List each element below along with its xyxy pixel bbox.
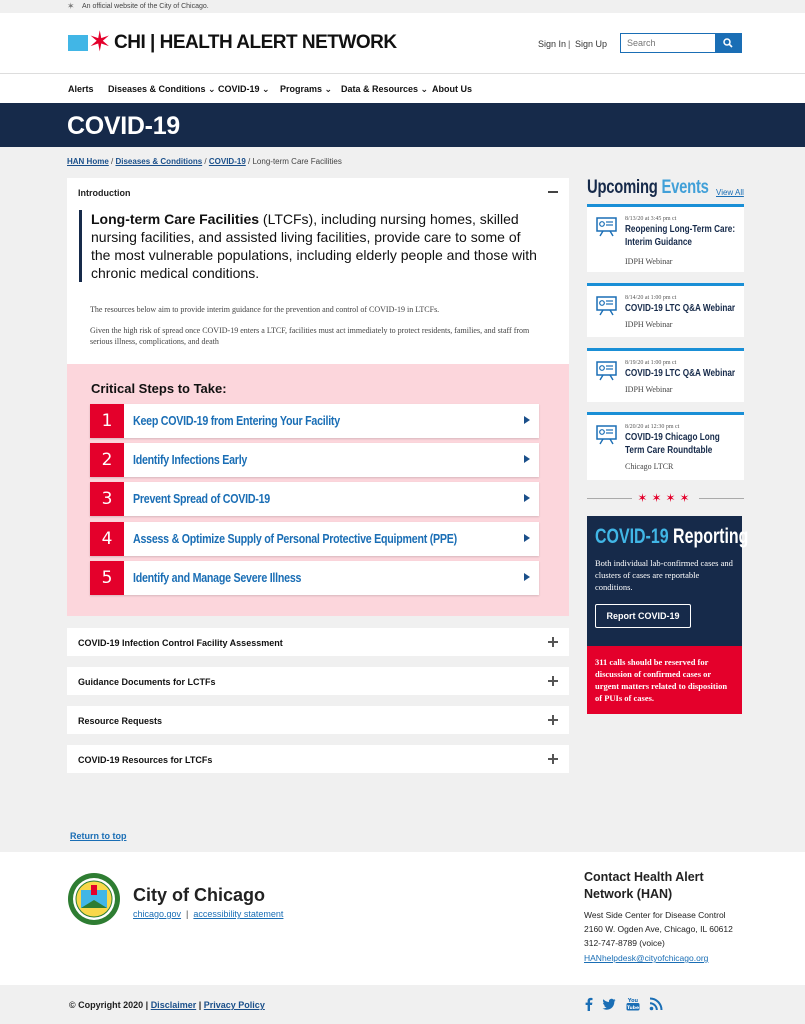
event-source: IDPH Webinar [625, 257, 673, 266]
official-bar [0, 0, 805, 13]
contact-phone: 312-747-8789 (voice) [584, 938, 665, 948]
bottom-bar [0, 985, 805, 1024]
event-name[interactable]: COVID-19 LTC Q&A Webinar [625, 368, 736, 379]
step-label[interactable]: Identify Infections Early [133, 452, 248, 467]
accordion-title[interactable]: Guidance Documents for LCTFs [78, 677, 216, 687]
intro-title[interactable]: Introduction [78, 188, 131, 198]
critical-steps-title: Critical Steps to Take: [91, 381, 227, 396]
accordion-title[interactable]: COVID-19 Resources for LTCFs [78, 755, 213, 765]
search-icon [723, 38, 733, 48]
accordion-title[interactable]: COVID-19 Infection Control Facility Assessment [78, 638, 283, 648]
event-time: 8/13/20 at 3:45 pm ct [625, 216, 677, 222]
upcoming-events-title: Upcoming Events [587, 177, 709, 198]
logo-bars-icon[interactable] [68, 35, 88, 51]
facebook-icon[interactable] [582, 997, 596, 1011]
event-time: 8/14/20 at 1:00 pm ct [625, 295, 677, 301]
svg-text:Tube: Tube [626, 1005, 640, 1011]
step-label[interactable]: Prevent Spread of COVID-19 [133, 491, 270, 506]
site-footer [0, 852, 805, 985]
nav-data-resources[interactable]: Data & Resources ⌄ [341, 84, 429, 94]
accordion-covid-resources[interactable] [67, 745, 569, 773]
step-number: 1 [90, 404, 124, 438]
arrow-right-icon [524, 455, 530, 463]
sign-in-link[interactable]: Sign In [538, 39, 567, 49]
main-nav [0, 73, 805, 103]
logo-star-icon[interactable]: ✶ [88, 26, 112, 57]
event-card[interactable] [587, 204, 744, 272]
event-card[interactable] [587, 412, 744, 480]
collapse-icon[interactable] [548, 191, 558, 193]
reporting-311-note: 311 calls should be reserved for discussion of confirmed cases or urgent matters related to disposition of PUIs of cases. [587, 646, 742, 714]
step-label[interactable]: Assess & Optimize Supply of Personal Protective Equipment (PPE) [133, 531, 457, 546]
event-name[interactable]: Reopening Long-Term Care: Interim Guidance [625, 224, 736, 248]
report-covid-button[interactable]: Report COVID-19 [595, 604, 691, 628]
step-item[interactable] [90, 443, 539, 477]
view-all-events-link[interactable]: View All [716, 188, 744, 197]
webinar-icon [596, 296, 617, 316]
chicago-stars-icon: ✶✶✶✶ [632, 490, 699, 506]
page-title: COVID-19 [67, 112, 180, 140]
rss-icon[interactable] [649, 997, 663, 1011]
nav-diseases[interactable]: Diseases & Conditions ⌄ [108, 84, 216, 94]
disclaimer-link[interactable]: Disclaimer [150, 1000, 197, 1010]
contact-title: Contact Health Alert Network (HAN) [584, 870, 704, 901]
event-source: IDPH Webinar [625, 385, 673, 394]
return-to-top-link[interactable]: Return to top [70, 831, 127, 841]
expand-icon[interactable] [548, 754, 558, 764]
twitter-icon[interactable] [602, 997, 616, 1011]
arrow-right-icon [524, 534, 530, 542]
step-number: 4 [90, 522, 124, 556]
covid-reporting-box [587, 516, 749, 714]
event-name[interactable]: COVID-19 LTC Q&A Webinar [625, 303, 736, 314]
intro-lead: Long-term Care Facilities (LTCFs), including nursing homes, skilled nursing facilities, and assisted living facilities, provide care to some of the most vulnerable populations, including elderly people and those with chronic medical conditions. [79, 210, 539, 282]
city-seal-icon [67, 872, 121, 926]
event-source: IDPH Webinar [625, 320, 673, 329]
step-item[interactable] [90, 404, 539, 438]
sign-separator: | [568, 39, 571, 49]
nav-programs[interactable]: Programs ⌄ [280, 84, 333, 94]
privacy-policy-link[interactable]: Privacy Policy [203, 1000, 265, 1010]
reporting-description: Both individual lab-confirmed cases and clusters of cases are reportable conditions. [595, 558, 733, 592]
chicago-star-icon: ✶ [67, 1, 75, 11]
copyright: © Copyright 2020 | Disclaimer | Privacy Policy [69, 1000, 265, 1010]
event-name[interactable]: COVID-19 Chicago Long Term Care Roundtable [625, 432, 720, 456]
arrow-right-icon [524, 573, 530, 581]
nav-covid[interactable]: COVID-19 ⌄ [218, 84, 270, 94]
city-of-chicago-title: City of Chicago [133, 885, 266, 905]
accordion-resource-requests[interactable] [67, 706, 569, 734]
webinar-icon [596, 217, 617, 237]
page-banner [0, 103, 805, 147]
step-label[interactable]: Identify and Manage Severe Illness [133, 570, 302, 585]
expand-icon[interactable] [548, 676, 558, 686]
webinar-icon [596, 361, 617, 381]
nav-alerts[interactable]: Alerts [68, 84, 94, 94]
step-item[interactable] [90, 522, 539, 556]
intro-paragraph-2: Given the high risk of spread once COVID-19 enters a LTCF, facilities must act immediately to protect residents, families, and staff from serious illness, complications, and death [90, 326, 530, 346]
critical-steps-panel [67, 364, 569, 616]
reporting-title: COVID-19 Reporting [595, 525, 749, 548]
nav-about[interactable]: About Us [432, 84, 472, 94]
breadcrumb-diseases[interactable]: Diseases & Conditions [115, 157, 203, 166]
breadcrumb-han-home[interactable]: HAN Home [67, 157, 109, 166]
step-item[interactable] [90, 482, 539, 516]
search-button[interactable] [715, 34, 741, 52]
accessibility-link[interactable]: accessibility statement [193, 909, 284, 919]
event-time: 8/20/20 at 12:30 pm ct [625, 424, 680, 430]
event-source: Chicago LTCR [625, 462, 674, 471]
expand-icon[interactable] [548, 715, 558, 725]
arrow-right-icon [524, 494, 530, 502]
step-number: 2 [90, 443, 124, 477]
step-number: 5 [90, 561, 124, 595]
event-time: 8/19/20 at 1:00 pm ct [625, 360, 677, 366]
site-header [0, 13, 805, 73]
step-label[interactable]: Keep COVID-19 from Entering Your Facility [133, 413, 340, 428]
accordion-title[interactable]: Resource Requests [78, 716, 163, 726]
accordion-guidance-documents[interactable] [67, 667, 569, 695]
breadcrumb-current: Long-term Care Facilities [252, 157, 342, 166]
expand-icon[interactable] [548, 637, 558, 647]
intro-accordion [67, 178, 569, 364]
sign-up-link[interactable]: Sign Up [575, 39, 608, 49]
site-logo[interactable]: CHI | HEALTH ALERT NETWORK [114, 32, 397, 53]
step-number: 3 [90, 482, 124, 516]
intro-paragraph-1: The resources below aim to provide interim guidance for the prevention and control of COVID-19 in LTCFs. [90, 305, 440, 314]
webinar-icon [596, 425, 617, 445]
official-text: An official website of the City of Chicago. [82, 3, 209, 10]
search-input[interactable] [621, 34, 716, 52]
contact-email-link[interactable]: HANhelpdesk@cityofchicago.org [584, 953, 709, 963]
arrow-right-icon [524, 416, 530, 424]
search-box [620, 33, 742, 53]
step-item[interactable] [90, 561, 539, 595]
footer-links: chicago.gov | accessibility statement [133, 909, 284, 919]
contact-address-2: 2160 W. Ogden Ave, Chicago, IL 60612 [584, 924, 733, 934]
svg-text:You: You [627, 998, 639, 1004]
chicago-gov-link[interactable]: chicago.gov [133, 909, 182, 919]
contact-address-1: West Side Center for Disease Control [584, 910, 726, 920]
event-card[interactable] [587, 348, 744, 402]
accordion-facility-assessment[interactable] [67, 628, 569, 656]
breadcrumb: HAN Home / Diseases & Conditions / COVID-19 / Long-term Care Facilities [67, 157, 342, 166]
breadcrumb-covid[interactable]: COVID-19 [208, 157, 246, 166]
event-card[interactable] [587, 283, 744, 337]
youtube-icon[interactable] [626, 997, 640, 1011]
